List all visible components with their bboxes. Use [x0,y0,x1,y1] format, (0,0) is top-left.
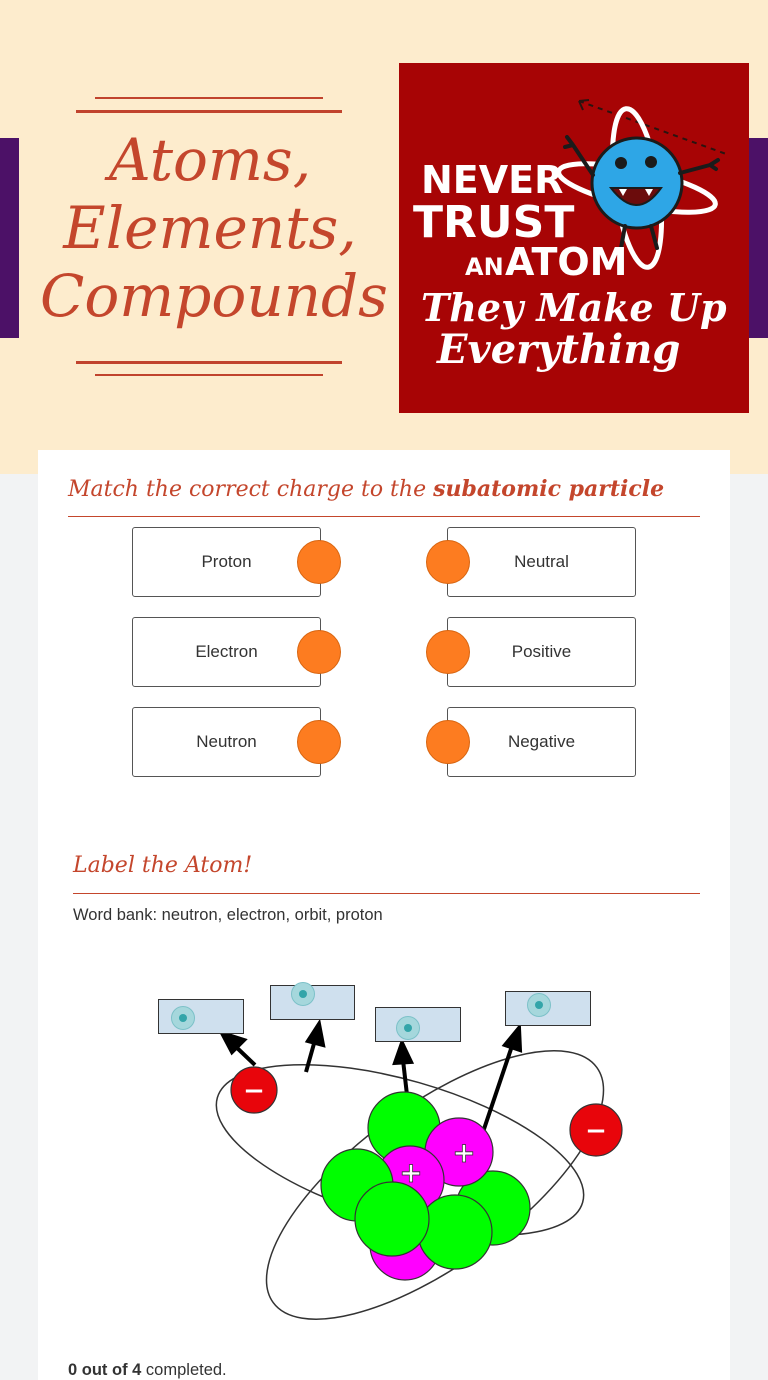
label-target-dot-2[interactable] [291,982,315,1006]
match-item-label: Neutron [196,732,257,751]
neutron-ball [355,1182,429,1256]
label-target-dot-4[interactable] [527,993,551,1017]
label-target-dot-3[interactable] [396,1016,420,1040]
match-item-label: Negative [507,732,576,751]
poster-line-never: NEVER [421,158,564,202]
electron-symbol: − [585,1116,607,1146]
label-section-title: Label the Atom! [73,853,253,878]
match-item-label: Positive [511,642,572,661]
match-title-bold: subatomic particle [433,476,665,502]
poster-line-an: AN [465,253,504,281]
match-item-label: Proton [201,552,252,571]
match-title-plain: Match the correct charge to the [68,477,434,502]
poster-line-trust: TRUST [413,197,575,248]
label-target-dot-1[interactable] [171,1006,195,1030]
neutron-ball [418,1195,492,1269]
match-item-label: Electron [195,642,258,661]
progress-status [68,1361,227,1380]
poster-line-everything: Everything [437,326,681,373]
title-line: Compounds [40,262,388,330]
poster-line-they-make-up: They Make Up [421,285,727,330]
progress-count: 0 out of 4 [68,1361,142,1379]
proton-symbol: + [452,1136,476,1169]
proton-symbol: + [399,1156,423,1189]
progress-suffix: completed. [141,1361,227,1379]
match-item-label: Neutral [514,552,569,571]
title-line: Atoms, [108,126,312,194]
title-line: Elements, [63,194,357,262]
poster-line-atom: ATOM [505,240,628,284]
word-bank: Word bank: neutron, electron, orbit, proton [73,906,383,924]
electron-symbol: − [243,1076,265,1106]
